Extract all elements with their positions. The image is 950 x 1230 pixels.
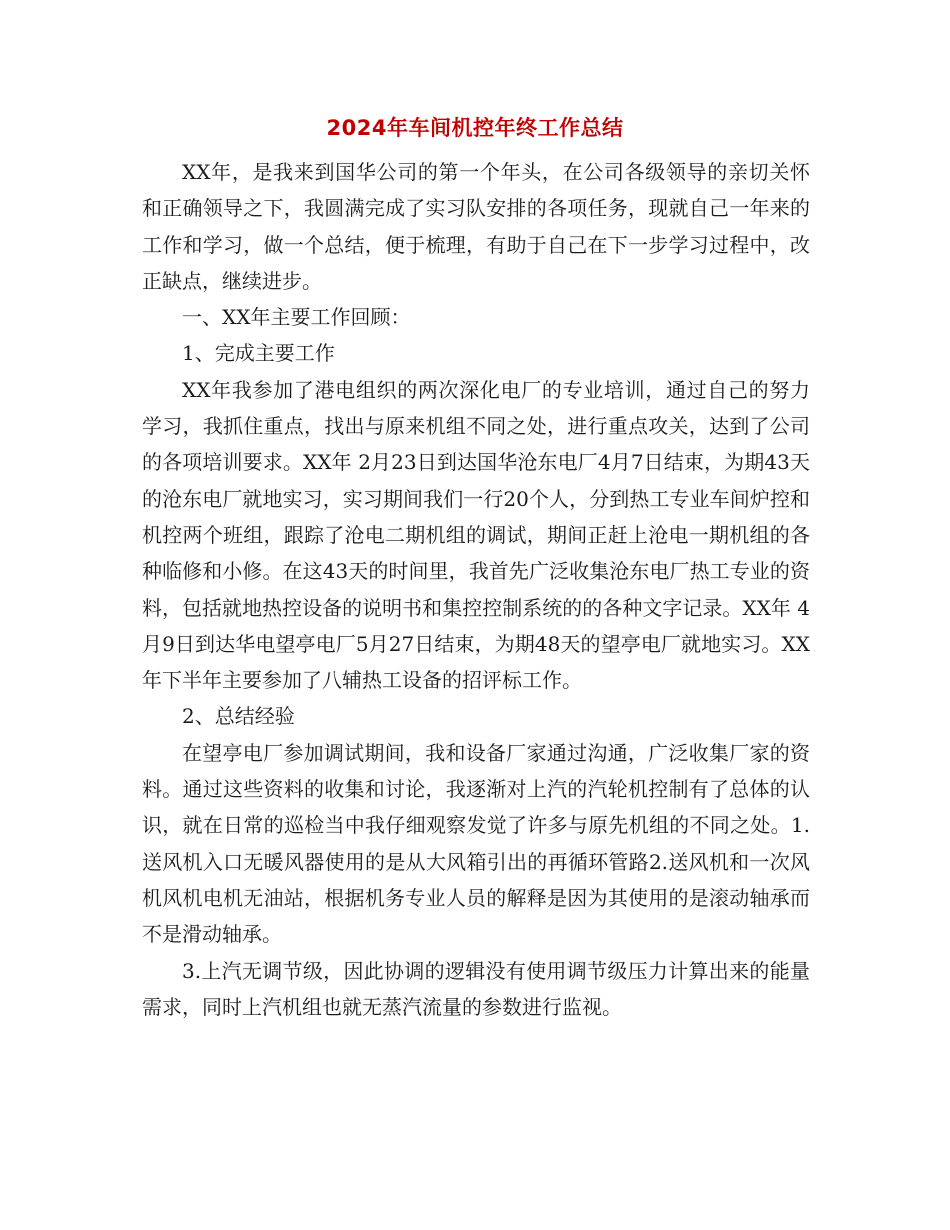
experience-paragraph: 在望亭电厂参加调试期间，我和设备厂家通过沟通，广泛收集厂家的资料。通过这些资料的收集和讨论，我逐渐对上汽的汽轮机控制有了总体的认识，就在日常的巡检当中我仔细观察发觉了许多与原先机组的不同之处。1.送风机入口无暖风器使用的是从大风箱引出的再循环管路2.送风机和一次风机风机电机无油站，根据机务专业人员的解释是因为其使用的是滚动轴承而不是滑动轴承。 (142, 740, 810, 947)
subsection-heading-main-work: 1、完成主要工作 (182, 341, 335, 366)
document-title: 2024年车间机控年终工作总结 (326, 116, 624, 140)
document-body (142, 154, 810, 1025)
section-heading-review: 一、XX年主要工作回顾： (182, 305, 411, 330)
experience-point-3: 3.上汽无调节级，因此协调的逻辑没有使用调节级压力计算出来的能量需求，同时上汽机组也就无蒸汽流量的参数进行监视。 (142, 958, 810, 1019)
subsection-heading-experience: 2、总结经验 (182, 704, 295, 729)
intro-paragraph: XX年，是我来到国华公司的第一个年头，在公司各级领导的亲切关怀和正确领导之下，我圆满完成了实习队安排的各项任务，现就自己一年来的工作和学习，做一个总结，便于梳理，有助于自己在下一步学习过程中，改正缺点，继续进步。 (142, 160, 810, 293)
main-work-paragraph: XX年我参加了港电组织的两次深化电厂的专业培训，通过自己的努力学习，我抓住重点，找出与原来机组不同之处，进行重点攻关，达到了公司的各项培训要求。XX年 2月23日到达国华沧东电厂4月7日结束，为期43天的沧东电厂就地实习，实习期间我们一行20个人，分到热工专业车间炉控和机控两个班组，跟踪了沧电二期机组的调试，期间正赶上沧电一期机组的各种临修和小修。在这43天的时间里，我首先广泛收集沧东电厂热工专业的资料，包括就地热控设备的说明书和集控控制系统的的各种文字记录。XX年 4月9日到达华电望亭电厂5月27日结束，为期48天的望亭电厂就地实习。XX年下半年主要参加了八辅热工设备的招评标工作。 (142, 377, 810, 693)
